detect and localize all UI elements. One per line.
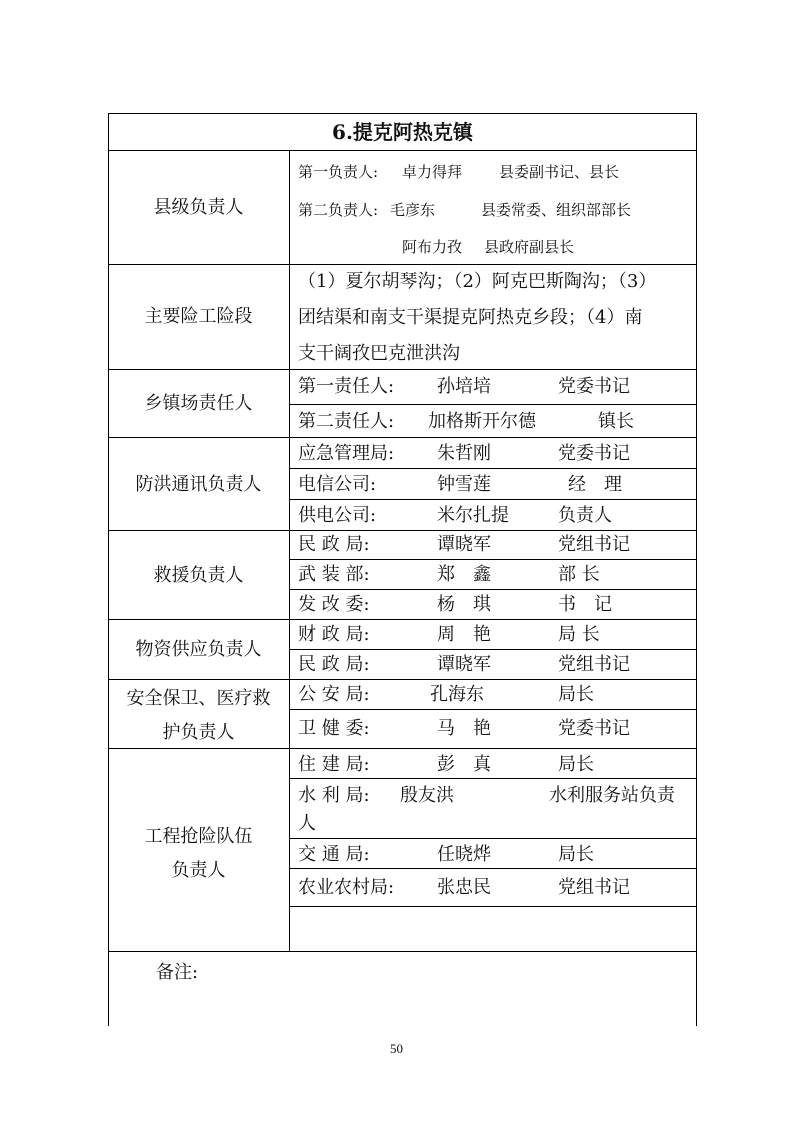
township-row-role: 第一责任人: xyxy=(298,376,395,397)
table-rule xyxy=(289,589,697,590)
county-first-role: 第一负责人: xyxy=(298,163,379,181)
county-leader-label: 县级负责人 xyxy=(153,197,244,218)
county-second-name: 毛彦东 xyxy=(390,201,436,219)
rescue-row-name: 谭晓军 xyxy=(437,534,491,555)
township-row-title: 党委书记 xyxy=(558,376,630,397)
table-rule xyxy=(108,264,697,265)
table-rule xyxy=(289,559,697,560)
table-rule xyxy=(289,709,697,710)
table-rule xyxy=(289,649,697,650)
security-row-role: 卫 健 委: xyxy=(298,718,370,739)
engineering-row-name: 彭 真 xyxy=(437,754,491,775)
supply-leader-label: 物资供应负责人 xyxy=(135,639,262,660)
rescue-row-role: 民 政 局: xyxy=(298,534,370,555)
danger-sections-line: 团结渠和南支干渠提克阿热克乡段；（4）南 xyxy=(298,307,643,328)
county-first-name: 卓力得拜 xyxy=(402,163,463,181)
security-row-role: 公 安 局: xyxy=(298,684,370,705)
engineering-row-title: 党组书记 xyxy=(558,877,630,898)
township-row-role: 第二责任人: xyxy=(298,411,395,432)
engineering-row-title-wrap: 人 xyxy=(298,813,316,834)
security-medical-label-cont: 护负责人 xyxy=(162,722,235,743)
county-second-role: 第二负责人: xyxy=(298,201,379,219)
table-rule xyxy=(108,679,697,680)
supply-row-name: 周 艳 xyxy=(437,624,491,645)
table-border-right xyxy=(696,113,697,1026)
engineering-row-role: 住 建 局: xyxy=(298,754,370,775)
engineering-row-name: 任晓烨 xyxy=(437,844,491,865)
table-rule xyxy=(289,499,697,500)
table-border-top xyxy=(108,113,697,114)
comms-row-role: 供电公司: xyxy=(298,505,377,526)
table-rule xyxy=(289,838,697,839)
table-rule xyxy=(108,437,697,438)
comms-row-title: 经 理 xyxy=(568,474,622,495)
comms-row-title: 党委书记 xyxy=(558,443,630,464)
supply-row-title: 局 长 xyxy=(558,624,600,645)
document-title: 6.提克阿热克镇 xyxy=(332,120,473,144)
table-rule xyxy=(289,906,697,907)
township-row-title: 镇长 xyxy=(598,411,634,432)
engineering-row-title: 水利服务站负责 xyxy=(549,785,675,806)
engineering-row-name: 殷友洪 xyxy=(400,785,454,806)
security-row-title: 局长 xyxy=(558,684,594,705)
engineering-row-role: 农业农村局: xyxy=(298,877,395,898)
engineering-row-title: 局长 xyxy=(558,754,594,775)
rescue-row-role: 发 改 委: xyxy=(298,594,370,615)
table-rule xyxy=(108,369,697,370)
danger-sections-line: 支干阔孜巴克泄洪沟 xyxy=(298,343,460,364)
flood-comms-label: 防洪通讯负责人 xyxy=(135,474,262,495)
table-rule xyxy=(108,619,697,620)
table-rule xyxy=(108,530,697,531)
table-rule xyxy=(289,468,697,469)
supply-row-role: 民 政 局: xyxy=(298,654,370,675)
comms-row-role: 应急管理局: xyxy=(298,443,395,464)
table-rule xyxy=(108,951,697,952)
supply-row-title: 党组书记 xyxy=(558,654,630,675)
rescue-row-title: 书 记 xyxy=(558,594,612,615)
comms-row-name: 钟雪莲 xyxy=(437,474,491,495)
rescue-row-title: 党组书记 xyxy=(558,534,630,555)
rescue-row-title: 部 长 xyxy=(558,564,600,585)
comms-row-name: 朱哲刚 xyxy=(437,443,491,464)
table-column-divider xyxy=(289,150,290,951)
security-row-name: 马 艳 xyxy=(437,718,491,739)
rescue-row-name: 杨 琪 xyxy=(437,594,491,615)
security-row-title: 党委书记 xyxy=(558,718,630,739)
security-medical-label: 安全保卫、医疗救 xyxy=(126,688,271,709)
engineering-row-name: 张忠民 xyxy=(437,877,491,898)
engineering-team-label: 工程抢险队伍 xyxy=(144,826,253,847)
county-first-title: 县委副书记、县长 xyxy=(499,163,620,181)
county-third-name: 阿布力孜 xyxy=(402,238,463,256)
engineering-row-role: 交 通 局: xyxy=(298,844,370,865)
danger-sections-label: 主要险工险段 xyxy=(144,306,253,327)
remarks-label: 备注: xyxy=(156,962,199,983)
engineering-row-title: 局长 xyxy=(558,844,594,865)
township-row-name: 加格斯开尔德 xyxy=(428,411,536,432)
rescue-row-name: 郑 鑫 xyxy=(437,564,491,585)
table-rule xyxy=(289,778,697,779)
supply-row-name: 谭晓军 xyxy=(437,654,491,675)
danger-sections-line: （1）夏尔胡琴沟；（2）阿克巴斯陶沟；（3） xyxy=(298,271,657,292)
comms-row-title: 负责人 xyxy=(558,505,612,526)
rescue-leader-label: 救援负责人 xyxy=(153,565,244,586)
county-third-title: 县政府副县长 xyxy=(484,238,575,256)
township-row-name: 孙培培 xyxy=(437,376,491,397)
page-number: 50 xyxy=(390,1041,403,1056)
table-rule xyxy=(108,748,697,749)
engineering-team-label-cont: 负责人 xyxy=(171,860,226,881)
table-rule xyxy=(289,404,697,405)
township-leader-label: 乡镇场责任人 xyxy=(144,393,253,414)
comms-row-name: 米尔扎提 xyxy=(437,505,509,526)
table-rule xyxy=(289,868,697,869)
comms-row-role: 电信公司: xyxy=(298,474,377,495)
county-second-title: 县委常委、组织部部长 xyxy=(481,201,632,219)
engineering-row-role: 水 利 局: xyxy=(298,785,370,806)
security-row-name: 孔海东 xyxy=(430,684,484,705)
rescue-row-role: 武 装 部: xyxy=(298,564,370,585)
table-rule xyxy=(108,150,697,151)
supply-row-role: 财 政 局: xyxy=(298,624,370,645)
